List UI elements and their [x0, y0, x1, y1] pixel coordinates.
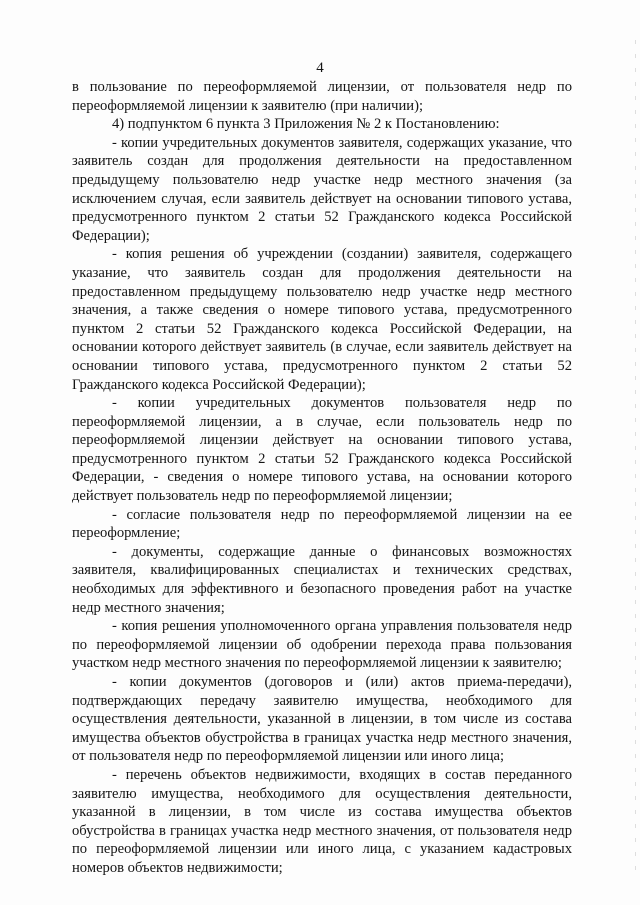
paragraph-subpoint-4: 4) подпунктом 6 пункта 3 Приложения № 2 к Постановлению: [112, 116, 500, 133]
paragraph-item: - согласие пользователя недр по переоформляемой лицензии на ее переоформление; [72, 506, 572, 542]
paragraph-item: - документы, содержащие данные о финансовых возможностях заявителя, квалифицированных специалистах и технических средствах, необходимых для эффективного и безопасного проведения работ на участке недр местного значения; [72, 543, 572, 616]
paragraph-item: - копия решения уполномоченного органа управления пользователя недр по переоформляемой лицензии об одобрении перехода права пользования участком недр местного значения по переоформляемой лицензии к заявителю; [72, 618, 572, 672]
paragraph-item: - копия решения об учреждении (создании) заявителя, содержащего указание, что заявитель создан для продолжения деятельности на предоставленном предыдущему пользователю недр участке недр местного значения, а также сведения о номере типового устава, предусмотренного пунктом 2 статьи 52 Гражданского кодекса Российской Федерации, на основании которого действует заявитель (в случае, если заявитель действует на основании типового устава, предусмотренного пунктом 2 статьи 52 Гражданского кодекса Российской Федерации); [72, 246, 572, 393]
page-number: 4 [316, 60, 324, 76]
paragraph-item: - копии учредительных документов заявителя, содержащих указание, что заявитель создан для продолжения деятельности на предоставленном предыдущему пользователю недр участке недр местного значения (за исключением случая, если заявитель действует на основании типового устава, предусмотренного пунктом 2 статьи 52 Гражданского кодекса Российской Федерации); [72, 134, 572, 244]
paragraph-item: - копии учредительных документов пользователя недр по переоформляемой лицензии, а в случае, если пользователь недр по переоформляемой лицензии действует на основании типового устава, предусмотренного пунктом 2 статьи 52 Гражданского кодекса Российской Федерации, - сведения о номере типового устава, на основании которого действует пользователь недр по переоформляемой лицензии; [72, 395, 572, 505]
document-body [72, 78, 572, 878]
paragraph-item: - копии документов (договоров и (или) актов приема-передачи), подтверждающих передачу заявителю имущества, необходимого для осуществления деятельности, указанной в лицензии, в том числе из состава имущества объектов обустройства в границах участка недр местного значения, от пользователя недр по переоформляемой лицензии или иного лица; [72, 674, 572, 765]
paragraph-continuation: в пользование по переоформляемой лицензии, от пользователя недр по переоформляемой лицензии к заявителю (при наличии); [72, 79, 572, 114]
paragraph-item: - перечень объектов недвижимости, входящих в состав переданного заявителю имущества, необходимого для осуществления деятельности, указанной в лицензии, в том числе из состава имущества объектов обустройства в границах участка недр местного значения, от пользователя недр по переоформляемой лицензии или иного лица, с указанием кадастровых номеров объектов недвижимости; [72, 766, 572, 876]
scan-edge-artifact [635, 40, 636, 870]
